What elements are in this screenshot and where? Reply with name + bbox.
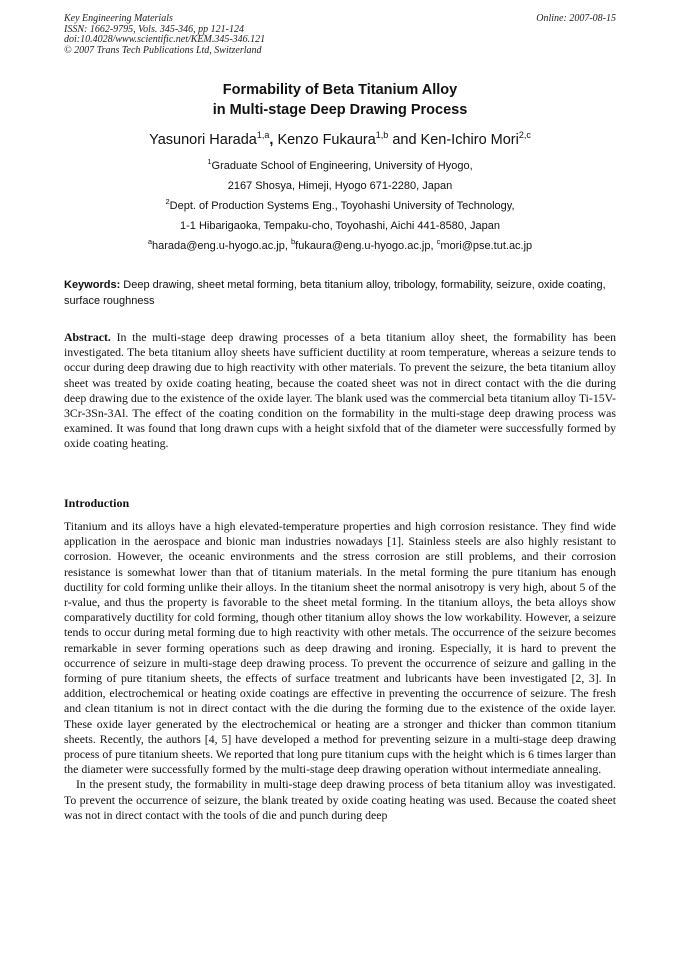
- email-sup: c: [436, 237, 441, 246]
- author-separator: and: [388, 132, 421, 148]
- email-sup: b: [290, 237, 296, 246]
- email-sup: a: [147, 237, 152, 246]
- journal-name: Key Engineering Materials: [64, 13, 173, 24]
- paper-title: [64, 80, 616, 120]
- affiliation-sup: 1: [207, 157, 212, 166]
- email-harada[interactable]: harada@eng.u-hyogo.ac.jp,: [151, 240, 291, 252]
- doi-line: doi:10.4028/www.scientific.net/KEM.345-346.121: [64, 34, 266, 45]
- email-mori[interactable]: mori@pse.tut.ac.jp: [440, 240, 533, 252]
- title-line-2: in Multi-stage Deep Drawing Process: [212, 102, 468, 118]
- author-sup: 1,b: [375, 130, 389, 140]
- copyright-line: © 2007 Trans Tech Publications Ltd, Switzerland: [64, 44, 262, 56]
- abstract-label: Abstract.: [64, 330, 111, 344]
- affiliation-sup: 2: [165, 197, 170, 206]
- affiliation-2-line-2: 1-1 Hibarigaoka, Tempaku-cho, Toyohashi, Aichi 441-8580, Japan: [179, 220, 501, 232]
- keywords-block: [64, 278, 616, 309]
- abstract-text: In the multi-stage deep drawing processes of a beta titanium alloy sheet, the formability has been investigated. The beta titanium alloy sheets have sufficient ductility at room temperature, whereas a seizure tends to occur during deep drawing due to high reactivity with other materials. To prevent the seizure, the beta titanium alloy sheet was treated by oxide coating heating, because the coated sheet was not in direct contact with the die during deep drawing due to the existence of the oxide layer. The blank used was the commercial beta titanium alloy Ti-15V-3Cr-3Sn-3Al. The effect of the coating condition on the formability in the multi-stage deep drawing process was examined. It was found that long drawn cups with a height sixfold that of the diameter were successfully formed by oxide coating heating.: [64, 330, 616, 451]
- journal-header: [64, 14, 616, 56]
- author-name: Yasunori Harada: [149, 132, 257, 148]
- affiliation-text: Dept. of Production Systems Eng., Toyohashi University of Technology,: [169, 200, 515, 212]
- author-name: Ken-Ichiro Mori: [420, 132, 519, 148]
- keywords-label: Keywords:: [64, 279, 121, 291]
- introduction-paragraph-1: Titanium and its alloys have a high elevated-temperature properties and high corrosion resistance. They find wide application in the aerospace and bionic man industries nowadays [1]. Stainless steels are also highly resistant to corrosion. However, the oceanic environments and the stress corrosion are still problems, and their corrosion resistance is somewhat lower than that of titanium materials. In the metal forming the pure titanium has enough ductility for cold forming unlike their alloys. In the titanium sheet the normal anisotropy is very high, about 5 of the r-value, and thus the property is favorable to the sheet metal forming. In the titanium alloys, the beta alloys show comparatively ductility for cold forming, though other titanium alloy shows the low workability. However, a seizure tends to occur during metal forming due to high reactivity with other metals. The occurrence of the seizure becomes remarkable in sever forming operations such as deep drawing and ironing. Especially, it is hard to prevent the occurrence of seizure in multi-stage deep drawing process. To prevent the occurrence of seizure and galling in the forming of pure titanium sheets, the effects of surface treatment and lubricants have been investigated [2, 3]. In addition, electrochemical or heating oxide coatings are effective in preventing the occurrence of seizure. The fresh and clean titanium is not in direct contact with the die during the forming due to the existence of the oxide layer. These oxide layer generated by the electrochemical or heating are a stronger and thicker than common titanium sheets. Recently, the authors [4, 5] have developed a method for preventing seizure in a multi-stage deep drawing process of pure titanium sheets. We reported that long pure titanium cups with the height which is 6 times larger than the diameter were successfully formed by the multi-stage deep drawing operation without intermediate annealing.: [64, 519, 616, 777]
- author-name: Kenzo Fukaura: [277, 132, 376, 148]
- affiliations: [64, 156, 616, 256]
- affiliation-1-line-1: [64, 156, 616, 176]
- email-fukaura[interactable]: fukaura@eng.u-hyogo.ac.jp,: [295, 240, 437, 252]
- affiliation-2-line-1: [64, 196, 616, 216]
- title-line-1: Formability of Beta Titanium Alloy: [222, 82, 458, 98]
- email-line: [64, 236, 616, 256]
- author-list: [64, 130, 616, 150]
- abstract-block: [64, 330, 616, 452]
- online-date: Online: 2007-08-15: [536, 13, 616, 24]
- section-heading-introduction: Introduction: [64, 496, 130, 510]
- affiliation-1-line-2: 2167 Shosya, Himeji, Hyogo 671-2280, Japan: [227, 180, 453, 192]
- introduction-paragraph-2: In the present study, the formability in multi-stage deep drawing process of beta titanium alloy was investigated. To prevent the occurrence of seizure, the blank treated by oxide coating heating was used. Because the coated sheet was not in direct contact with the tools of die and punch during deep: [64, 777, 616, 822]
- author-sup: 1,a: [256, 130, 270, 140]
- author-separator: ,: [269, 132, 278, 148]
- affiliation-text: Graduate School of Engineering, University of Hyogo,: [211, 160, 473, 172]
- keywords-text: Deep drawing, sheet metal forming, beta titanium alloy, tribology, formability, seizure, oxide coating, surface roughness: [64, 279, 606, 307]
- introduction-body: [64, 519, 616, 823]
- author-sup: 2,c: [518, 130, 531, 140]
- issn-line: ISSN: 1662-9795, Vols. 345-346, pp 121-124: [64, 23, 244, 35]
